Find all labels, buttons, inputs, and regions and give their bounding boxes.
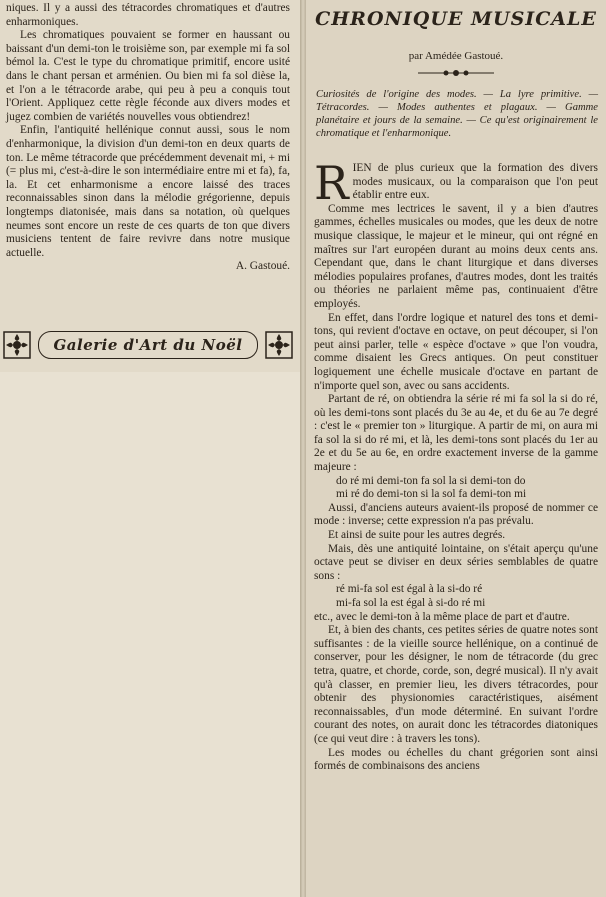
floral-ornament-icon [264, 330, 294, 360]
paragraph: Les chromatiques pouvaient se former en haussant ou baissant d'un demi-ton le troisième son, par exemple mi fa sol bémol la. C'est le type du chromatique primitif, encore usité dans le chant persan et arménien. Ou bien mi fa sol dièse la, et l'on a le tétracorde arabe, qui peu à peu a conquis tout l'Orient. Appliquez cette règle féconde aux divers modes et jugez combien de variétés nouvelles vous obtiendrez! [6, 29, 290, 123]
paragraph: Aussi, d'anciens auteurs avaient-ils proposé de nommer ce mode : inverse; cette expression n'a pas prévalu. [314, 501, 598, 528]
drop-cap: R [314, 156, 349, 210]
article-summary: Curiosités de l'origine des modes. — La lyre primitive. — Tétracordes. — Modes authentes et plagaux. — Gamme planétaire et jours de la semaine. — Ce qu'est originairement le chromatique et l'enharmonique. [316, 89, 598, 139]
series-line: ré mi-fa sol est égal à la si-do ré [336, 583, 483, 596]
banner-title: Galerie d'Art du Noël [38, 331, 258, 359]
article-title: CHRONIQUE MUSICALE [315, 8, 597, 30]
byline: par Amédée Gastoué. [408, 50, 504, 62]
article-body [314, 156, 598, 774]
paragraph: Et ainsi de suite pour les autres degrés. [328, 529, 506, 542]
paragraph: En effet, dans l'ordre logique et naturel des tons et demi-tons, qui revient d'octave en octave, on peut découper, si l'on peut ainsi parler, telle « espèce d'octave » que l'on voudra, comme disaient les Grecs antiques. On peut constituer logiquement une échelle musicale d'octave en partant de n'importe quel son, avec ou sans accidents. [314, 311, 598, 392]
paragraph: etc., avec le demi-ton à la même place de part et d'autre. [314, 610, 570, 623]
series-line: mi-fa sol la est égal à si-do ré mi [336, 597, 486, 609]
paragraph: Comme mes lectrices le savent, il y a bien d'autres gammes, échelles musicales ou modes, que les deux de notre musique classique, le majeur et le mineur, qui ont régné en maîtres sur l'art européen durant au moins deux cents ans. Cependant que, dans le chant liturgique et dans diverses mélodies populaires profanes, d'autres modes, dont les traités ou théories ne parlaient même pas, continuaient d'être employés. [314, 202, 598, 310]
left-column-text [6, 2, 290, 274]
paragraph: niques. Il y a aussi des tétracordes chromatiques et d'autres enharmoniques. [6, 2, 290, 28]
scale-line: do ré mi demi-ton fa sol la si demi-ton do [336, 474, 526, 487]
paragraph: Les modes ou échelles du chant grégorien sont ainsi formés de combinaisons des anciens [314, 746, 598, 773]
paragraph: IEN de plus curieux que la formation des divers modes musicaux, ou la comparaison que l'on peut établir entre eux. [352, 162, 598, 202]
paragraph: Et, à bien des chants, ces petites séries de quatre notes sont suffisantes : de la vieille source hellénique, on a continué de conserver, pour les désigner, le nom de tétracorde (du grec tetra, quatre, et chorde, corde, son, degré musical). Il n'y avait qu'à classer, en premier lieu, les divers tétracordes, pour obtenir des physionomies caractéristiques, aisément reconnaissables, d'un mode déterminé. En suivant l'ordre courant des notes, on aurait donc les tétracordes diatoniques (ce qui veut dire : à travers les tons). [314, 624, 598, 745]
scale-line: mi ré do demi-ton si la sol fa demi-ton mi [336, 488, 527, 501]
divider-ornament-icon [418, 68, 494, 78]
paragraph: Mais, dès une antiquité lointaine, on s'était aperçu qu'une octave peut se diviser en deux séries semblables de quatre sons : [314, 542, 598, 582]
floral-ornament-icon [2, 330, 32, 360]
gallery-banner [2, 322, 294, 368]
blank-area [0, 372, 300, 897]
left-column [0, 0, 300, 897]
right-column [306, 0, 606, 897]
paragraph: Enfin, l'antiquité hellénique connut aussi, sous le nom d'enharmonique, la division d'un demi-ton en deux quarts de ton. Le même tétracorde que précédemment devenait mi, + mi (= plus mi, c'est-à-dire le son intermédiaire entre mi et fa), fa, la. Et cet enharmonisme a encore laissé des traces reconnaissables sinon dans la mélodie grégorienne, depuis longtemps diatonisée, mais dans sa notation, où quelques neumes sont encore un reste de ces quarts de ton que divers musiciens tentent de faire revivre dans notre musique actuelle. [6, 124, 290, 259]
signature: A. Gastoué. [235, 260, 290, 273]
paragraph: Partant de ré, on obtiendra la série ré mi fa sol la si do ré, où les demi-tons sont placés du 3e au 4e, et du 6e au 7e degré : c'est le « premier ton » liturgique. A partir de mi, on aura mi fa sol la si do ré mi, et là, les demi-tons sont placés du 1er au 2e et du 5e au 6e, en ordre exactement inverse de la gamme majeure : [314, 393, 598, 474]
